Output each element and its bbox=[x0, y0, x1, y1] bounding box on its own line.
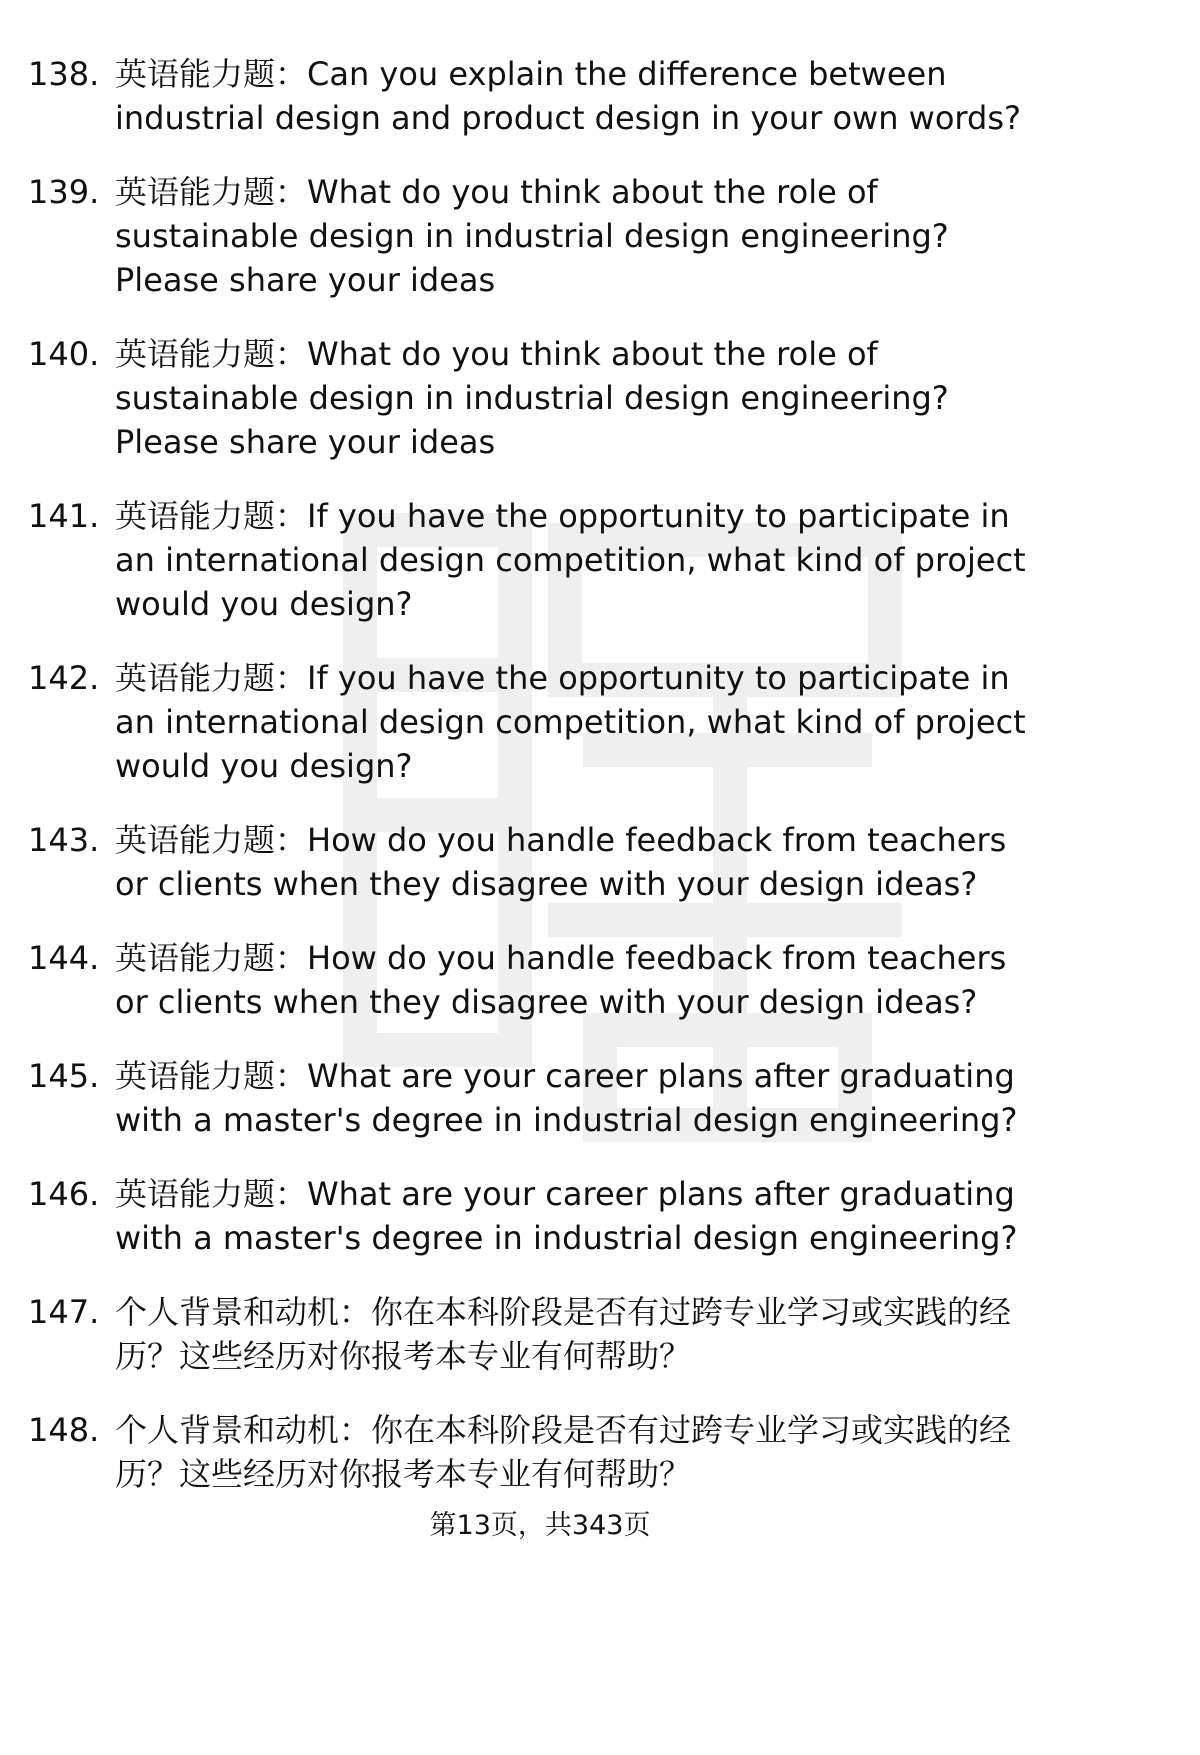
list-item bbox=[0, 656, 1080, 788]
item-number: 147. bbox=[28, 1293, 100, 1331]
item-text: 英语能力题：What do you think about the role of sustainable design in industrial design engineering? Please share your ideas bbox=[115, 335, 949, 461]
list-item bbox=[0, 1172, 1080, 1260]
page-footer: 第13页，共343页 bbox=[429, 1510, 651, 1541]
list-item bbox=[0, 1054, 1080, 1142]
item-number: 143. bbox=[28, 821, 100, 859]
item-text: 英语能力题：How do you handle feedback from teachers or clients when they disagree with your design ideas? bbox=[115, 821, 1007, 903]
list-item bbox=[0, 1408, 1080, 1496]
list-item bbox=[0, 52, 1080, 140]
item-text: 英语能力题：Can you explain the difference between industrial design and product design in your own words? bbox=[115, 55, 1021, 137]
list-item bbox=[0, 1290, 1080, 1378]
item-number: 139. bbox=[28, 173, 100, 211]
item-text: 英语能力题：What are your career plans after graduating with a master's degree in industrial design engineering? bbox=[115, 1175, 1018, 1257]
item-number: 138. bbox=[28, 55, 100, 93]
list-item bbox=[0, 936, 1080, 1024]
item-text: 英语能力题：How do you handle feedback from teachers or clients when they disagree with your design ideas? bbox=[115, 939, 1007, 1021]
list-item bbox=[0, 332, 1080, 464]
item-number: 148. bbox=[28, 1411, 100, 1449]
item-number: 142. bbox=[28, 659, 100, 697]
item-text: 英语能力题：What do you think about the role of sustainable design in industrial design engineering? Please share your ideas bbox=[115, 173, 949, 299]
item-number: 145. bbox=[28, 1057, 100, 1095]
item-number: 140. bbox=[28, 335, 100, 373]
item-text: 英语能力题：What are your career plans after graduating with a master's degree in industrial design engineering? bbox=[115, 1057, 1018, 1139]
item-text: 个人背景和动机：你在本科阶段是否有过跨专业学习或实践的经历？这些经历对你报考本专业有何帮助？ bbox=[115, 1411, 1012, 1493]
list-item bbox=[0, 818, 1080, 906]
item-number: 146. bbox=[28, 1175, 100, 1213]
item-number: 144. bbox=[28, 939, 100, 977]
item-text: 个人背景和动机：你在本科阶段是否有过跨专业学习或实践的经历？这些经历对你报考本专业有何帮助？ bbox=[115, 1293, 1012, 1375]
list-item bbox=[0, 170, 1080, 302]
question-list bbox=[0, 52, 1080, 1526]
item-number: 141. bbox=[28, 497, 100, 535]
item-text: 英语能力题：If you have the opportunity to participate in an international design competition, what kind of project would you design? bbox=[115, 497, 1026, 623]
item-text: 英语能力题：If you have the opportunity to participate in an international design competition, what kind of project would you design? bbox=[115, 659, 1026, 785]
list-item bbox=[0, 494, 1080, 626]
